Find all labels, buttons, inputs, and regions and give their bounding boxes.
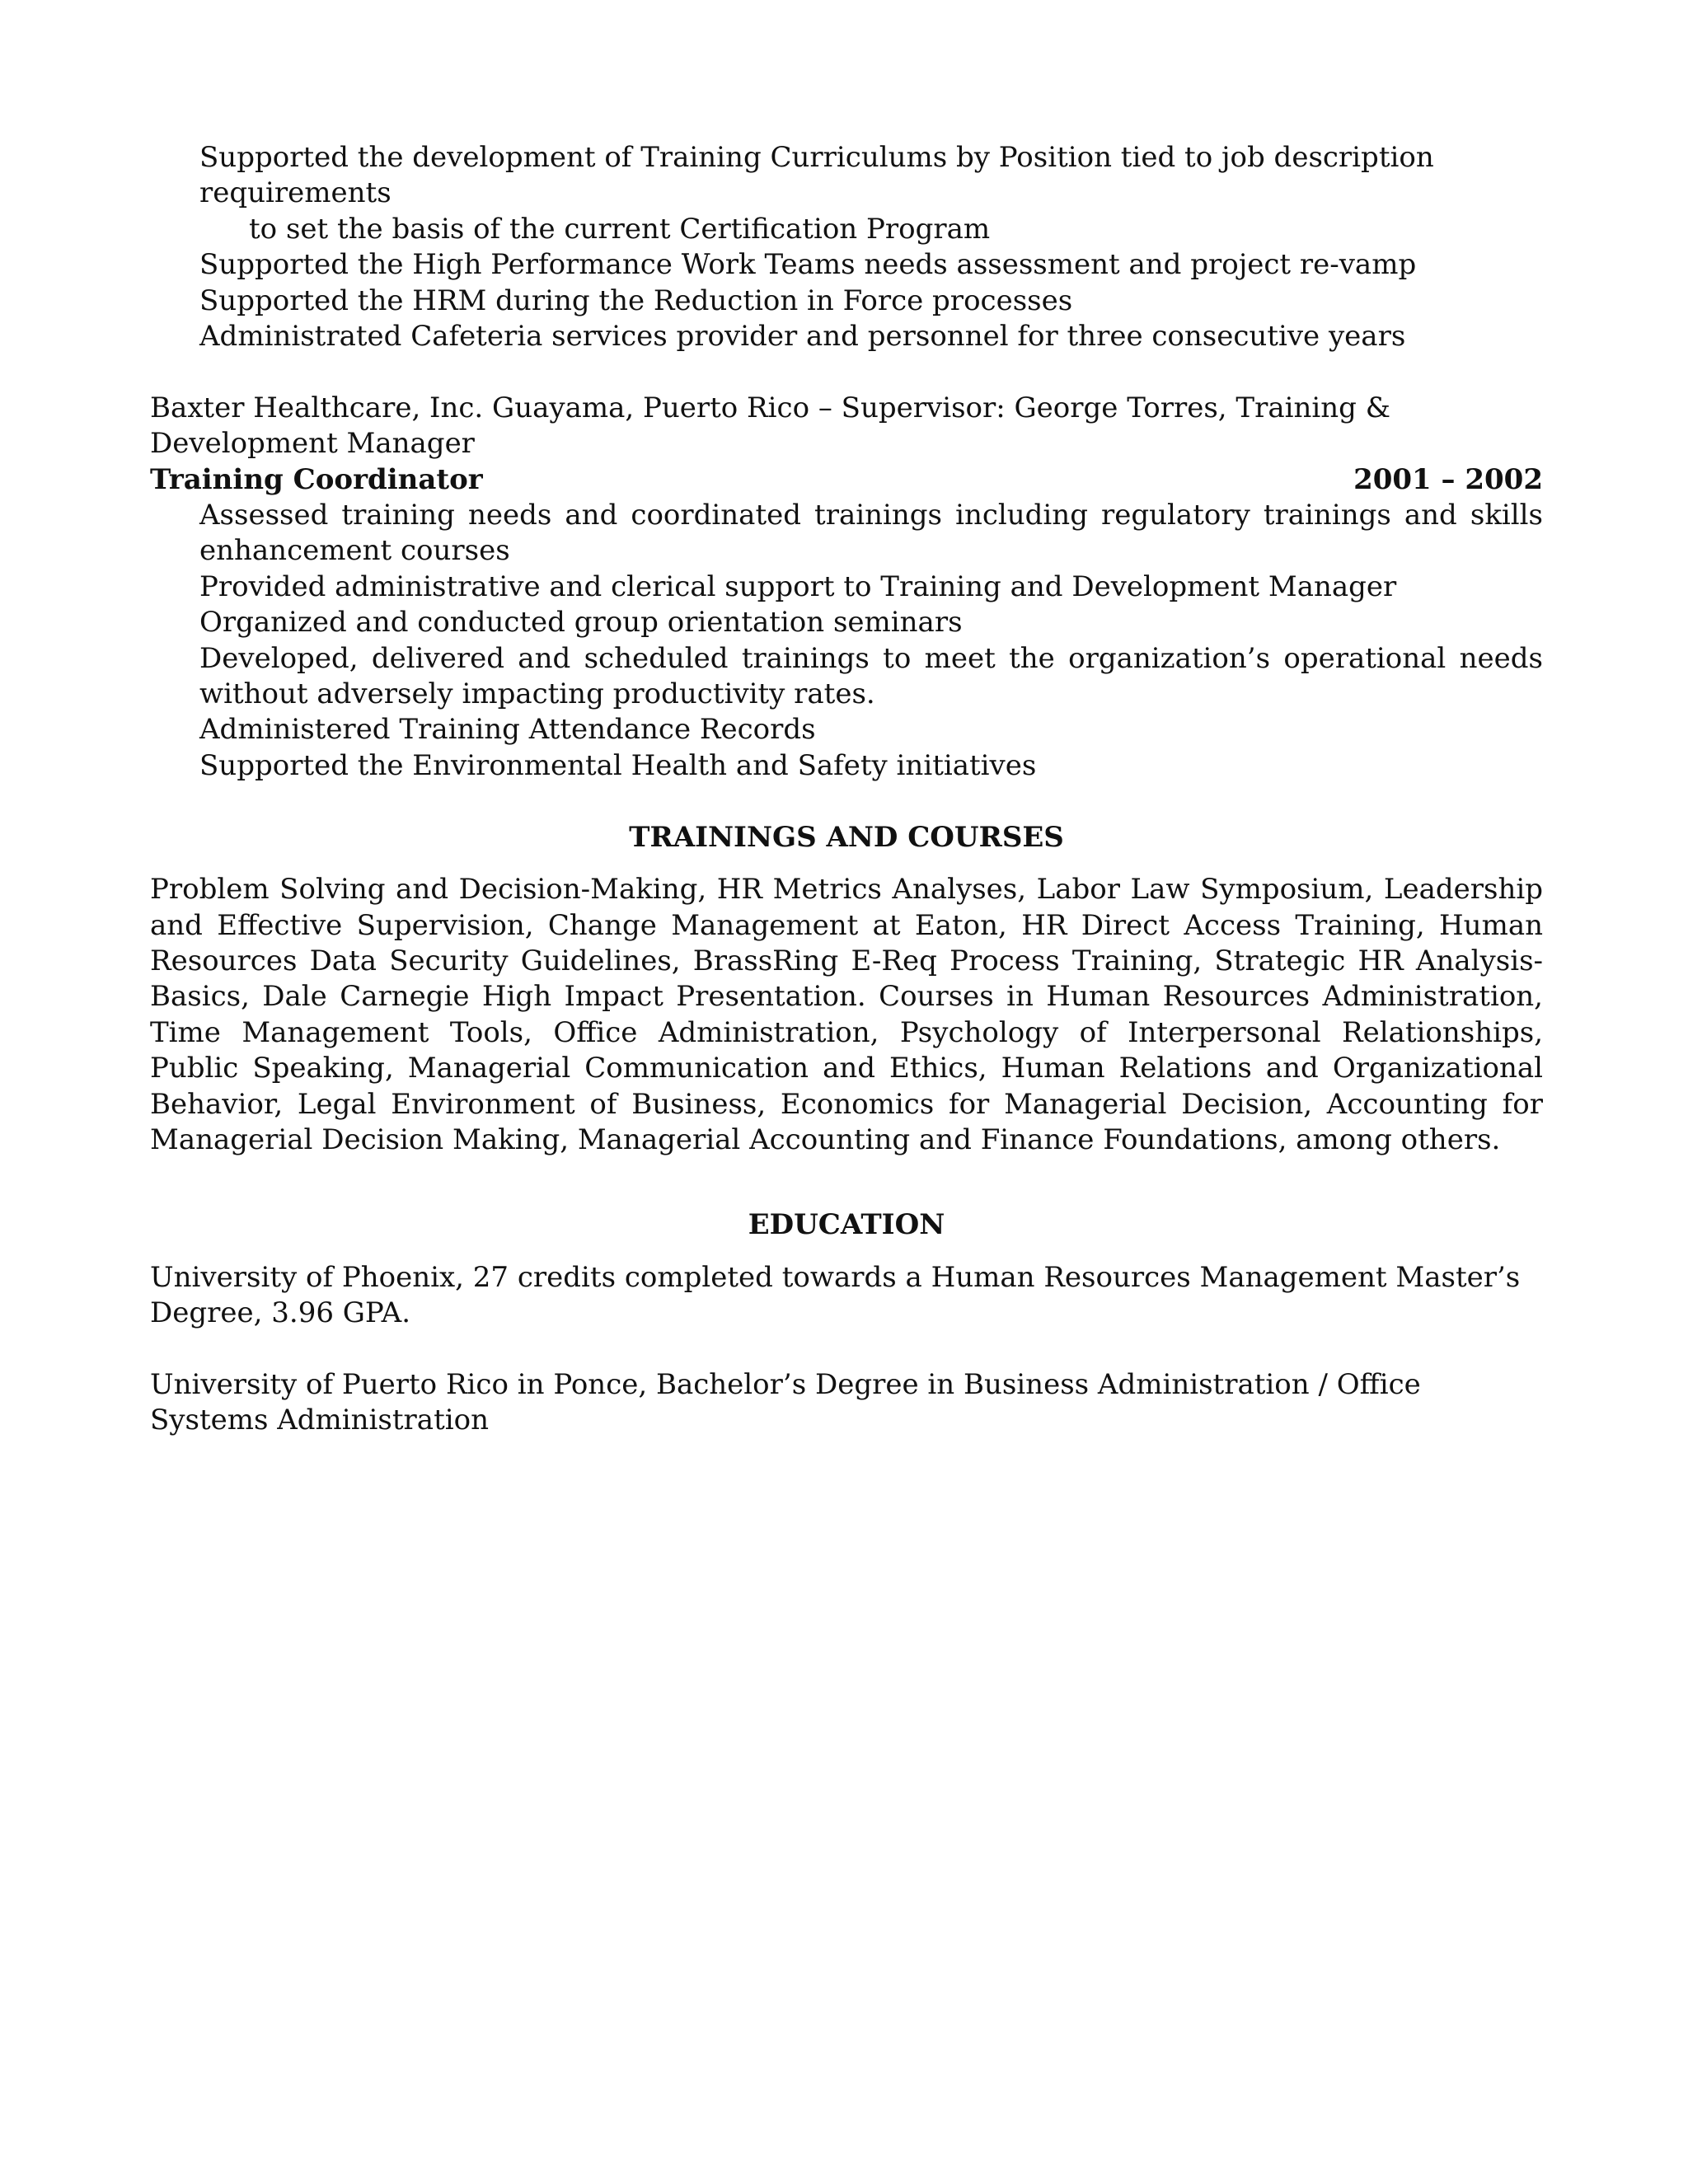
list-item bbox=[150, 284, 1543, 319]
resume-page bbox=[150, 140, 1543, 1439]
bullet-text: Supported the development of Training Curriculums by Position tied to job description requirements bbox=[199, 141, 1434, 210]
spacer bbox=[150, 1332, 1543, 1367]
job-title: Training Coordinator bbox=[150, 462, 483, 496]
list-item: Organized and conducted group orientation seminars bbox=[199, 606, 963, 640]
bullet-text: Administrated Cafeteria services provider and personnel for three consecutive years bbox=[199, 320, 1406, 354]
list-item bbox=[150, 319, 1543, 354]
spacer bbox=[150, 354, 1543, 390]
spacer bbox=[150, 784, 1543, 819]
education-entry: University of Phoenix, 27 credits completed towards a Human Resources Management Master’s Degree, 3.96 GPA. bbox=[150, 1260, 1521, 1330]
list-item: Provided administrative and clerical support to Training and Development Manager bbox=[199, 569, 1397, 603]
list-item: Supported the Environmental Health and Safety initiatives bbox=[199, 748, 1037, 782]
list-item: Administered Training Attendance Records bbox=[199, 713, 816, 747]
bullet-text: Supported the High Performance Work Teams needs assessment and project re-vamp bbox=[199, 248, 1417, 282]
job1-bullet-list bbox=[150, 140, 1543, 354]
employer-line: Baxter Healthcare, Inc. Guayama, Puerto Rico – Supervisor: George Torres, Training & Development Manager bbox=[150, 391, 1390, 461]
bullet-text: Supported the HRM during the Reduction in Force processes bbox=[199, 284, 1073, 317]
list-item: Developed, delivered and scheduled trainings to meet the organization’s operational needs without adversely impacting productivity rates. bbox=[199, 641, 1543, 711]
education-heading: EDUCATION bbox=[748, 1208, 945, 1242]
list-item: Assessed training needs and coordinated trainings including regulatory trainings and skills enhancement courses bbox=[199, 499, 1543, 568]
list-item bbox=[150, 140, 1543, 247]
trainings-paragraph: Problem Solving and Decision-Making, HR Metrics Analyses, Labor Law Symposium, Leadership and Effective Supervision, Change Management at Eaton, HR Direct Access Training, Human Resources Data Security Guidelines, BrassRing E-Req Process Training, Strategic HR Analysis-Basics, Dale Carnegie High Impact Presentation. Courses in Human Resources Administration, Time Management Tools, Office Administration, Psychology of Interpersonal Relationships, Public Speaking, Managerial Communication and Ethics, Human Relations and Organizational Behavior, Legal Environment of Business, Economics for Managerial Decision, Accounting for Managerial Decision Making, Managerial Accounting and Finance Foundations, among others. bbox=[150, 873, 1543, 1156]
education-entry: University of Puerto Rico in Ponce, Bachelor’s Degree in Business Administration / Office Systems Administration bbox=[150, 1367, 1421, 1437]
trainings-heading: TRAININGS AND COURSES bbox=[629, 820, 1064, 854]
job2-bullet-list bbox=[150, 498, 1543, 784]
job-dates: 2001 – 2002 bbox=[1353, 462, 1543, 496]
job-title-row bbox=[150, 462, 1543, 498]
list-item bbox=[150, 247, 1543, 283]
bullet-text-continuation: to set the basis of the current Certification Program bbox=[249, 212, 991, 246]
spacer bbox=[150, 1158, 1543, 1207]
